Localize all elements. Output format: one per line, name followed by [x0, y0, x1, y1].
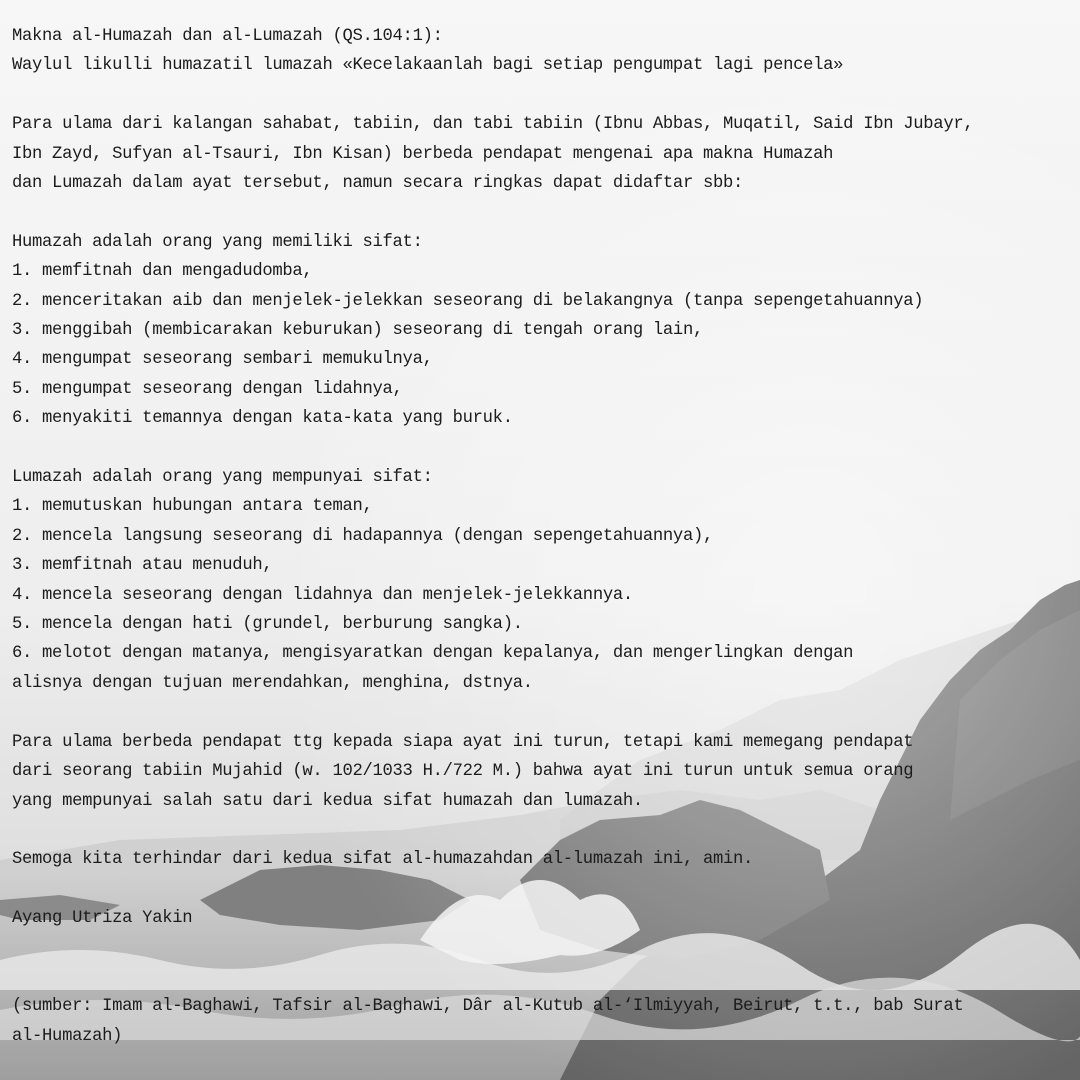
humazah-item: 6. menyakiti temannya dengan kata-kata yang buruk. — [12, 409, 513, 429]
lumazah-title: Lumazah adalah orang yang mempunyai sifat: — [12, 468, 433, 488]
source-line: al-Humazah) — [12, 1026, 123, 1046]
source-line: (sumber: Imam al-Baghawi, Tafsir al-Baghawi, Dâr al-Kutub al-‘Ilmiyyah, Beirut, t.t., bab Surat — [12, 997, 964, 1017]
lumazah-item: 3. memfitnah atau menuduh, — [12, 556, 273, 576]
verse-line: Waylul likulli humazatil lumazah «Kecelakaanlah bagi setiap pengumpat lagi pencela» — [12, 56, 844, 76]
humazah-item: 4. mengumpat seseorang sembari memukulnya, — [12, 350, 433, 370]
closing-line: dari seorang tabiin Mujahid (w. 102/1033 H./722 M.) bahwa ayat ini turun untuk semua orang — [12, 762, 914, 782]
lumazah-item: 5. mencela dengan hati (grundel, berburung sangka). — [12, 615, 523, 635]
lumazah-item: 4. mencela seseorang dengan lidahnya dan menjelek-jelekkannya. — [12, 585, 633, 605]
intro-line: dan Lumazah dalam ayat tersebut, namun secara ringkas dapat didaftar sbb: — [12, 174, 744, 194]
lumazah-item: alisnya dengan tujuan merendahkan, menghina, dstnya. — [12, 673, 533, 693]
lumazah-item: 6. melotot dengan matanya, mengisyaratkan dengan kepalanya, dan mengerlingkan dengan — [12, 644, 854, 664]
post-heading: Makna al-Humazah dan al-Lumazah (QS.104:1): — [12, 27, 443, 46]
prayer-line: Semoga kita terhindar dari kedua sifat al-humazahdan al-lumazah ini, amin. — [12, 850, 754, 870]
intro-line: Para ulama dari kalangan sahabat, tabiin, dan tabi tabiin (Ibnu Abbas, Muqatil, Said Ibn Jubayr, — [12, 115, 974, 135]
lumazah-item: 2. mencela langsung seseorang di hadapannya (dengan sepengetahuannya), — [12, 526, 713, 546]
author-name: Ayang Utriza Yakin — [12, 909, 193, 929]
post-text — [12, 22, 1072, 1051]
closing-line: yang mempunyai salah satu dari kedua sifat humazah dan lumazah. — [12, 791, 643, 811]
closing-line: Para ulama berbeda pendapat ttg kepada siapa ayat ini turun, tetapi kami memegang pendapat — [12, 732, 914, 752]
humazah-title: Humazah adalah orang yang memiliki sifat: — [12, 232, 423, 252]
humazah-item: 5. mengumpat seseorang dengan lidahnya, — [12, 379, 403, 399]
intro-line: Ibn Zayd, Sufyan al-Tsauri, Ibn Kisan) berbeda pendapat mengenai apa makna Humazah — [12, 144, 834, 164]
humazah-item: 1. memfitnah dan mengadudomba, — [12, 262, 313, 282]
humazah-item: 2. menceritakan aib dan menjelek-jelekkan seseorang di belakangnya (tanpa sepengetahuannya) — [12, 291, 924, 311]
humazah-item: 3. menggibah (membicarakan keburukan) seseorang di tengah orang lain, — [12, 321, 703, 341]
lumazah-item: 1. memutuskan hubungan antara teman, — [12, 497, 373, 517]
